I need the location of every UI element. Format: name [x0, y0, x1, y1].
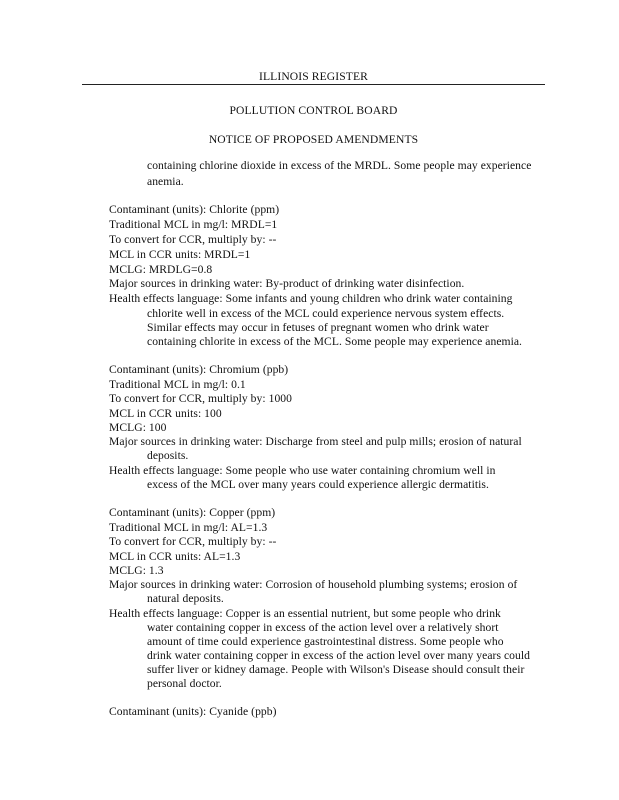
notice-title: NOTICE OF PROPOSED AMENDMENTS	[208, 133, 419, 146]
header-divider	[82, 84, 545, 85]
chromium-mclg: MCLG: 100	[109, 421, 167, 434]
agency-title: POLLUTION CONTROL BOARD	[229, 104, 398, 117]
chromium-traditional-mcl: Traditional MCL in mg/l: 0.1	[109, 378, 246, 391]
chlorite-mclg: MCLG: MRDLG=0.8	[109, 263, 213, 276]
copper-contaminant: Contaminant (units): Copper (ppm)	[109, 506, 276, 519]
chromium-mcl-ccr: MCL in CCR units: 100	[109, 407, 222, 420]
chlorite-health-line: containing chlorite in excess of the MCL. Some people may experience anemia.	[147, 335, 522, 348]
continuation-line: containing chlorine dioxide in excess of the MRDL. Some people may experience	[147, 159, 532, 172]
chromium-sources-line: Major sources in drinking water: Discharge from steel and pulp mills; erosion of natural	[109, 435, 522, 448]
copper-mclg: MCLG: 1.3	[109, 564, 164, 577]
chlorite-health-line: Health effects language: Some infants and young children who drink water containing	[109, 292, 513, 305]
copper-traditional-mcl: Traditional MCL in mg/l: AL=1.3	[109, 521, 268, 534]
chromium-convert: To convert for CCR, multiply by: 1000	[109, 392, 292, 405]
chromium-sources-line: deposits.	[147, 449, 189, 462]
copper-convert: To convert for CCR, multiply by: --	[109, 535, 277, 548]
copper-health-line: suffer liver or kidney damage. People with Wilson's Disease should consult their	[147, 663, 525, 676]
chlorite-health-line: chlorite well in excess of the MCL could experience nervous system effects.	[147, 307, 505, 320]
copper-health-line: Health effects language: Copper is an essential nutrient, but some people who drink	[109, 607, 501, 620]
register-title: ILLINOIS REGISTER	[259, 70, 368, 83]
copper-health-line: amount of time could experience gastrointestinal distress. Some people who	[147, 635, 504, 648]
chlorite-contaminant: Contaminant (units): Chlorite (ppm)	[109, 203, 280, 216]
copper-health-line: drink water containing copper in excess of the action level over many years could	[147, 649, 530, 662]
cyanide-contaminant: Contaminant (units): Cyanide (ppb)	[109, 705, 277, 718]
copper-sources-line: natural deposits.	[147, 592, 224, 605]
chlorite-sources: Major sources in drinking water: By-product of drinking water disinfection.	[109, 277, 465, 290]
chromium-health-line: excess of the MCL over many years could experience allergic dermatitis.	[147, 478, 489, 491]
copper-health-line: water containing copper in excess of the action level over a relatively short	[147, 621, 499, 634]
copper-health-line: personal doctor.	[147, 677, 222, 690]
chromium-health-line: Health effects language: Some people who use water containing chromium well in	[109, 464, 496, 477]
copper-sources-line: Major sources in drinking water: Corrosion of household plumbing systems; erosion of	[109, 578, 518, 591]
chlorite-traditional-mcl: Traditional MCL in mg/l: MRDL=1	[109, 218, 278, 231]
chlorite-convert: To convert for CCR, multiply by: --	[109, 233, 277, 246]
copper-mcl-ccr: MCL in CCR units: AL=1.3	[109, 550, 241, 563]
chlorite-mcl-ccr: MCL in CCR units: MRDL=1	[109, 248, 251, 261]
chlorite-health-line: Similar effects may occur in fetuses of pregnant women who drink water	[147, 321, 489, 334]
continuation-line: anemia.	[147, 175, 184, 188]
chromium-contaminant: Contaminant (units): Chromium (ppb)	[109, 363, 289, 376]
